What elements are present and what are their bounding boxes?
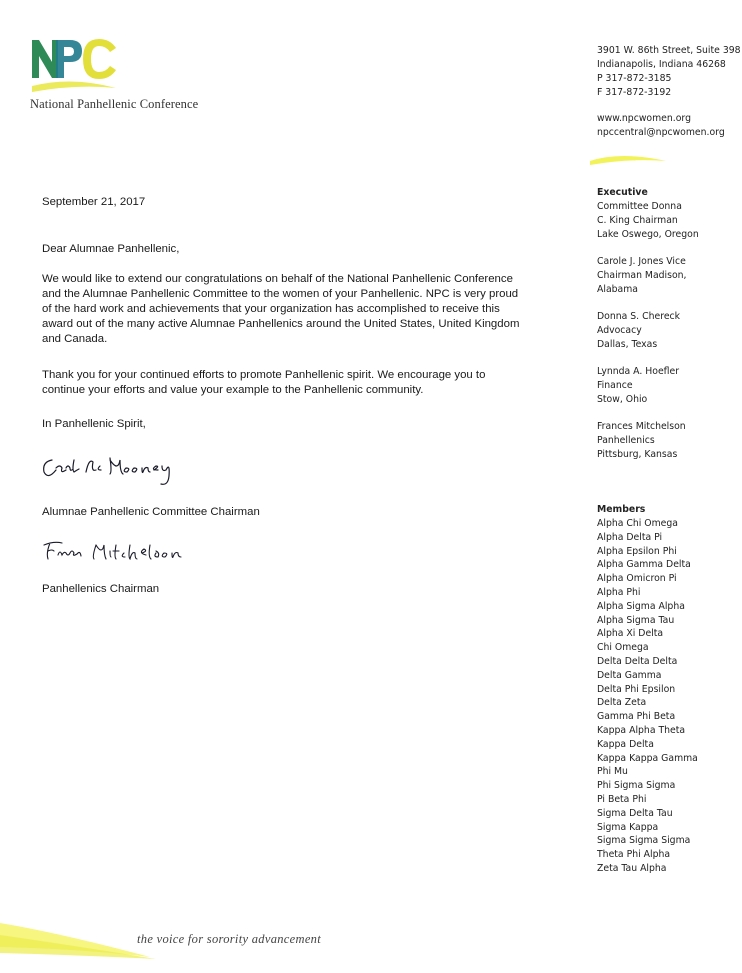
exec-line: Donna S. Chereck [597,311,681,322]
member-item: Alpha Delta Pi [597,531,663,543]
signature-carol-mooney [38,448,198,490]
exec-member-4 [597,365,737,407]
exec-member-1 [597,200,737,242]
exec-member-5 [597,420,737,462]
phone-number: P 317-872-3185 [597,73,672,84]
signature-frances-mitchelson [38,537,198,567]
member-item: Sigma Delta Tau [597,807,673,819]
letter-date: September 21, 2017 [42,196,146,208]
member-item: Sigma Sigma Sigma [597,835,691,847]
signer-1-title: Alumnae Panhellenic Committee Chairman [42,506,260,518]
address-line-2: Indianapolis, Indiana 46268 [597,59,726,70]
exec-line: Finance [597,380,633,391]
member-item: Alpha Xi Delta [597,628,664,640]
member-item: Alpha Gamma Delta [597,559,691,571]
signer-2-title: Panhellenics Chairman [42,583,160,595]
member-item: Delta Phi Epsilon [597,683,676,695]
paragraph-2 [42,368,532,398]
exec-line: Frances Mitchelson [597,421,686,432]
executive-heading: Executive [597,187,648,198]
member-organizations [597,503,737,876]
member-item: Alpha Epsilon Phi [597,545,677,557]
member-item: Delta Gamma [597,669,662,681]
member-item: Alpha Phi [597,586,641,598]
swoosh-divider [588,152,668,168]
member-item: Kappa Kappa Gamma [597,752,698,764]
members-list [597,517,737,876]
member-item: Pi Beta Phi [597,793,647,805]
paragraph-line: and Canada. [42,333,108,345]
exec-line: Lake Oswego, Oregon [597,229,699,240]
members-heading: Members [597,504,646,515]
exec-line: C. King Chairman [597,215,678,226]
exec-member-3 [597,310,737,352]
paragraph-line: continue your efforts and value your example to the Panhellenic community. [42,384,424,396]
member-item: Sigma Kappa [597,821,659,833]
organization-name: National Panhellenic Conference [30,97,199,111]
paragraph-line: and the Alumnae Panhellenic Committee to the women of your Panhellenic. NPC is very proud [42,288,519,300]
address-line-1: 3901 W. 86th Street, Suite 398 [597,45,741,56]
npc-logo [30,36,120,96]
contact-address [597,44,741,100]
exec-line: Dallas, Texas [597,339,658,350]
paragraph-line: of the hard work and achievements that your organization has accomplished to receive this [42,303,500,315]
member-item: Alpha Sigma Tau [597,614,675,626]
fax-number: F 317-872-3192 [597,87,672,98]
exec-line: Lynnda A. Hoefler [597,366,680,377]
member-item: Theta Phi Alpha [597,849,671,861]
exec-line: Carole J. Jones Vice [597,256,686,267]
exec-line: Stow, Ohio [597,394,648,405]
member-item: Zeta Tau Alpha [597,862,667,874]
salutation: Dear Alumnae Panhellenic, [42,243,180,255]
member-item: Delta Zeta [597,697,647,709]
exec-line: Committee Donna [597,201,682,212]
member-item: Phi Sigma Sigma [597,780,676,792]
footer-tagline: the voice for sorority advancement [137,932,321,946]
member-item: Phi Mu [597,766,628,778]
email-link[interactable]: npccentral@npcwomen.org [597,127,725,138]
member-item: Alpha Chi Omega [597,518,679,529]
exec-member-2 [597,255,737,297]
paragraph-line: award out of the many active Alumnae Panhellenics around the United States, United Kingdom [42,318,520,330]
member-item: Alpha Sigma Alpha [597,600,685,612]
closing: In Panhellenic Spirit, [42,418,146,430]
member-item: Chi Omega [597,642,649,654]
member-item: Kappa Alpha Theta [597,724,686,736]
member-item: Gamma Phi Beta [597,711,676,723]
member-item: Alpha Omicron Pi [597,573,677,585]
exec-line: Panhellenics [597,435,655,446]
contact-web [597,112,725,140]
paragraph-line: Thank you for your continued efforts to promote Panhellenic spirit. We encourage you to [42,369,486,381]
exec-line: Advocacy [597,325,642,336]
executive-committee [597,186,737,475]
member-item: Kappa Delta [597,738,654,750]
website-link[interactable]: www.npcwomen.org [597,113,691,124]
footer-swoosh [0,905,160,965]
paragraph-1 [42,272,532,347]
exec-line: Pittsburg, Kansas [597,449,678,460]
exec-line: Alabama [597,284,638,295]
member-item: Delta Delta Delta [597,655,678,667]
exec-line: Chairman Madison, [597,270,687,281]
paragraph-line: We would like to extend our congratulations on behalf of the National Panhellenic Conference [42,273,513,285]
